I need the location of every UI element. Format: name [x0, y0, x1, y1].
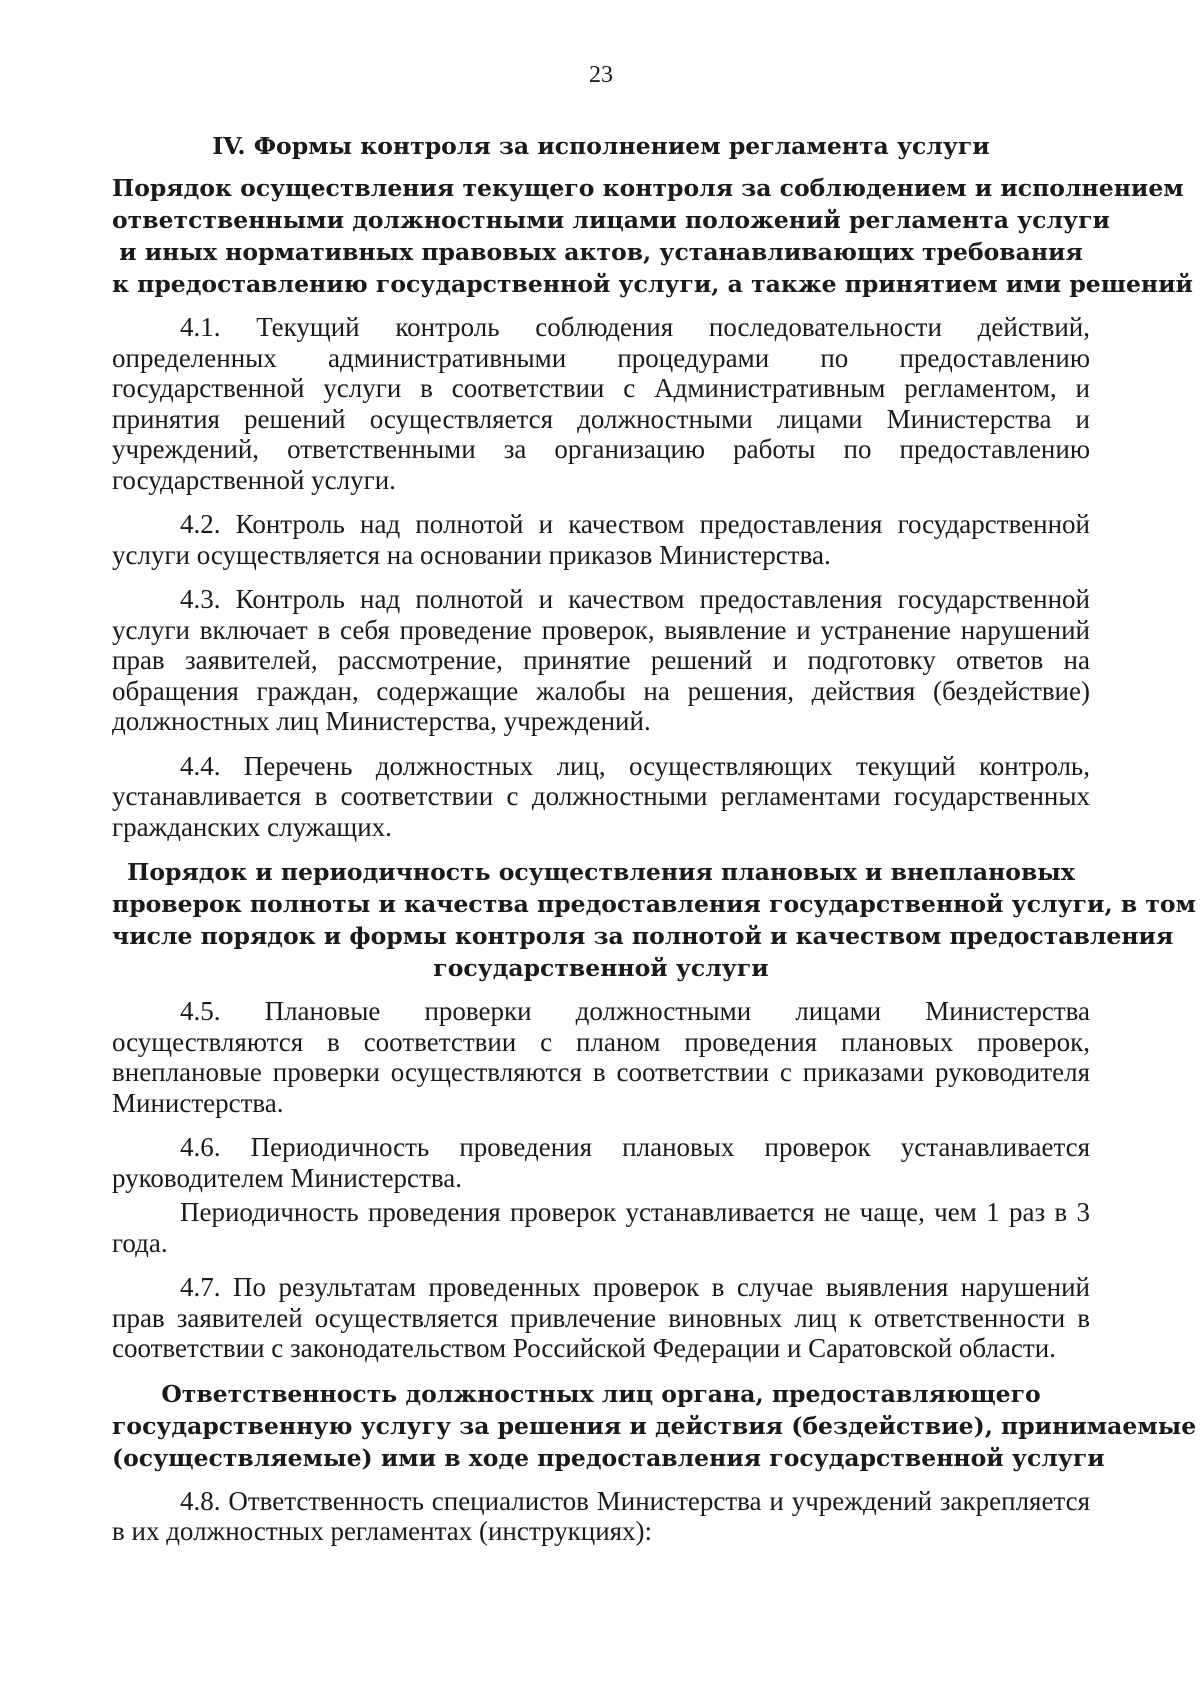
subheading-line: Ответственность должностных лиц органа, предоставляющего — [161, 1379, 1041, 1408]
paragraph-4-6: 4.6. Периодичность проведения плановых проверок устанавливается руководителем Министерства. — [112, 1132, 1090, 1193]
paragraph-4-5: 4.5. Плановые проверки должностными лицами Министерства осуществляются в соответствии с планом проведения плановых проверок, внеплановые проверки осуществляются в соответствии с приказами руководителя Министерства. — [112, 996, 1090, 1118]
paragraph-4-1: 4.1. Текущий контроль соблюдения последовательности действий, определенных административными процедурами по предоставлению государственной услуги в соответствии с Административным регламентом, и принятия решений осуществляется должностными лицами Министерства и учреждений, ответственными за организацию работы по предоставлению государственной услуги. — [112, 312, 1090, 495]
subheading-line: государственной услуги — [433, 954, 769, 982]
subheading-line: Порядок осуществления текущего контроля за соблюдением и исполнением — [112, 174, 1184, 202]
subheading-line: проверок полноты и качества предоставления государственной услуги, в том — [112, 890, 1196, 918]
paragraph-4-6-frequency: Периодичность проведения проверок устанавливается не чаще, чем 1 раз в 3 года. — [112, 1197, 1090, 1258]
subheading-line: Порядок и периодичность осуществления плановых и внеплановых — [127, 858, 1075, 886]
subheading-line: числе порядок и формы контроля за полнотой и качеством предоставления — [112, 922, 1174, 950]
subheading-line: ответственными должностными лицами положений регламента услуги — [112, 206, 1110, 234]
paragraph-4-4: 4.4. Перечень должностных лиц, осуществляющих текущий контроль, устанавливается в соответствии с должностными регламентами государственных гражданских служащих. — [112, 750, 1090, 842]
paragraph-4-8: 4.8. Ответственность специалистов Министерства и учреждений закрепляется в их должностных регламентах (инструкциях): — [112, 1485, 1090, 1546]
subheading-line: (осуществляемые) ими в ходе предоставления государственной услуги — [112, 1443, 1105, 1472]
document-page — [112, 60, 1197, 1561]
subheading-inspections — [112, 856, 1196, 984]
subheading-line: и иных нормативных правовых актов, устанавливающих требования — [119, 238, 1083, 266]
page-number: 23 — [589, 62, 613, 88]
subheading-current-control — [112, 172, 1193, 300]
paragraph-4-3: 4.3. Контроль над полнотой и качеством предоставления государственной услуги включает в себя проведение проверок, выявление и устранение нарушений прав заявителей, рассмотрение, принятие решений и подготовку ответов на обращения граждан, содержащие жалобы на решения, действия (бездействие) должностных лиц Министерства, учреждений. — [112, 584, 1090, 736]
subheading-line: к предоставлению государственной услуги, а также принятием ими решений — [112, 270, 1193, 298]
paragraph-4-2: 4.2. Контроль над полнотой и качеством предоставления государственной услуги осуществляется на основании приказов Министерства. — [112, 509, 1090, 570]
subheading-line: государственную услугу за решения и действия (бездействие), принимаемые — [112, 1411, 1197, 1440]
subheading-responsibility — [112, 1378, 1197, 1474]
section-title: IV. Формы контроля за исполнением регламента услуги — [212, 132, 990, 160]
paragraph-4-7: 4.7. По результатам проведенных проверок в случае выявления нарушений прав заявителей осуществляется привлечение виновных лиц к ответственности в соответствии с законодательством Российской Федерации и Саратовской области. — [112, 1272, 1090, 1363]
